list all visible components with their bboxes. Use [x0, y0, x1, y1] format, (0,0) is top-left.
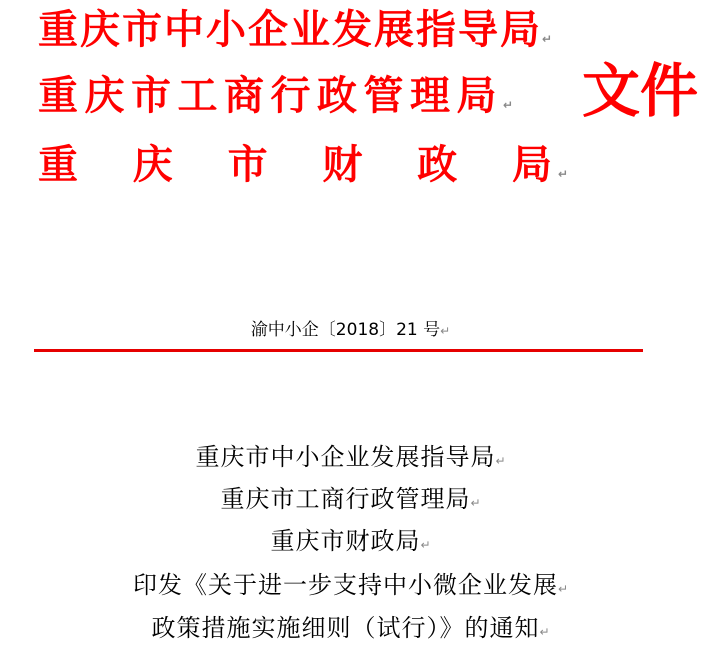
title-line-4: [0, 565, 701, 600]
issuer-line-3-char: 局: [511, 142, 558, 188]
title-line-5: [0, 608, 701, 643]
document-number-text: 渝中小企〔2018〕21 号: [250, 320, 441, 340]
issuer-line-1: [38, 8, 552, 61]
title-line-2: [0, 479, 701, 514]
issuer-line-1-text: 重庆市中小企业发展指导局: [38, 7, 542, 53]
paragraph-mark-icon: ↵: [557, 582, 569, 596]
paragraph-mark-icon: ↵: [558, 167, 569, 181]
issuer-line-3-char: 财: [322, 142, 369, 188]
issuer-line-3: [38, 143, 568, 196]
issuer-line-2: [38, 74, 513, 127]
title-line-3: [0, 521, 701, 556]
title-line-2-text: 重庆市工商行政管理局: [220, 485, 471, 513]
issuer-line-3-char: 庆: [132, 142, 179, 188]
paragraph-mark-icon: ↵: [440, 324, 451, 338]
issuer-line-3-char: 市: [227, 142, 274, 188]
issuer-line-2-text: 重庆市工商行政管理局: [38, 73, 503, 119]
title-line-3-text: 重庆市财政局: [270, 527, 421, 555]
red-divider-line: [34, 349, 643, 352]
paragraph-mark-icon: ↵: [539, 625, 550, 639]
paragraph-mark-icon: ↵: [495, 454, 506, 468]
paragraph-mark-icon: ↵: [420, 538, 431, 552]
document-label: 文件: [582, 57, 699, 125]
title-line-4-text: 印发《关于进一步支持中小微企业发展: [132, 571, 558, 599]
issuer-line-3-char: 重: [38, 142, 84, 188]
paragraph-mark-icon: ↵: [503, 98, 514, 112]
document-number: [0, 315, 701, 340]
title-line-5-text: 政策措施实施细则（试行）》的通知: [151, 614, 540, 642]
title-line-1: [0, 437, 701, 472]
paragraph-mark-icon: ↵: [542, 32, 553, 46]
issuer-line-3-char: 政: [417, 142, 464, 188]
title-line-1-text: 重庆市中小企业发展指导局: [195, 443, 496, 471]
paragraph-mark-icon: ↵: [470, 496, 481, 510]
